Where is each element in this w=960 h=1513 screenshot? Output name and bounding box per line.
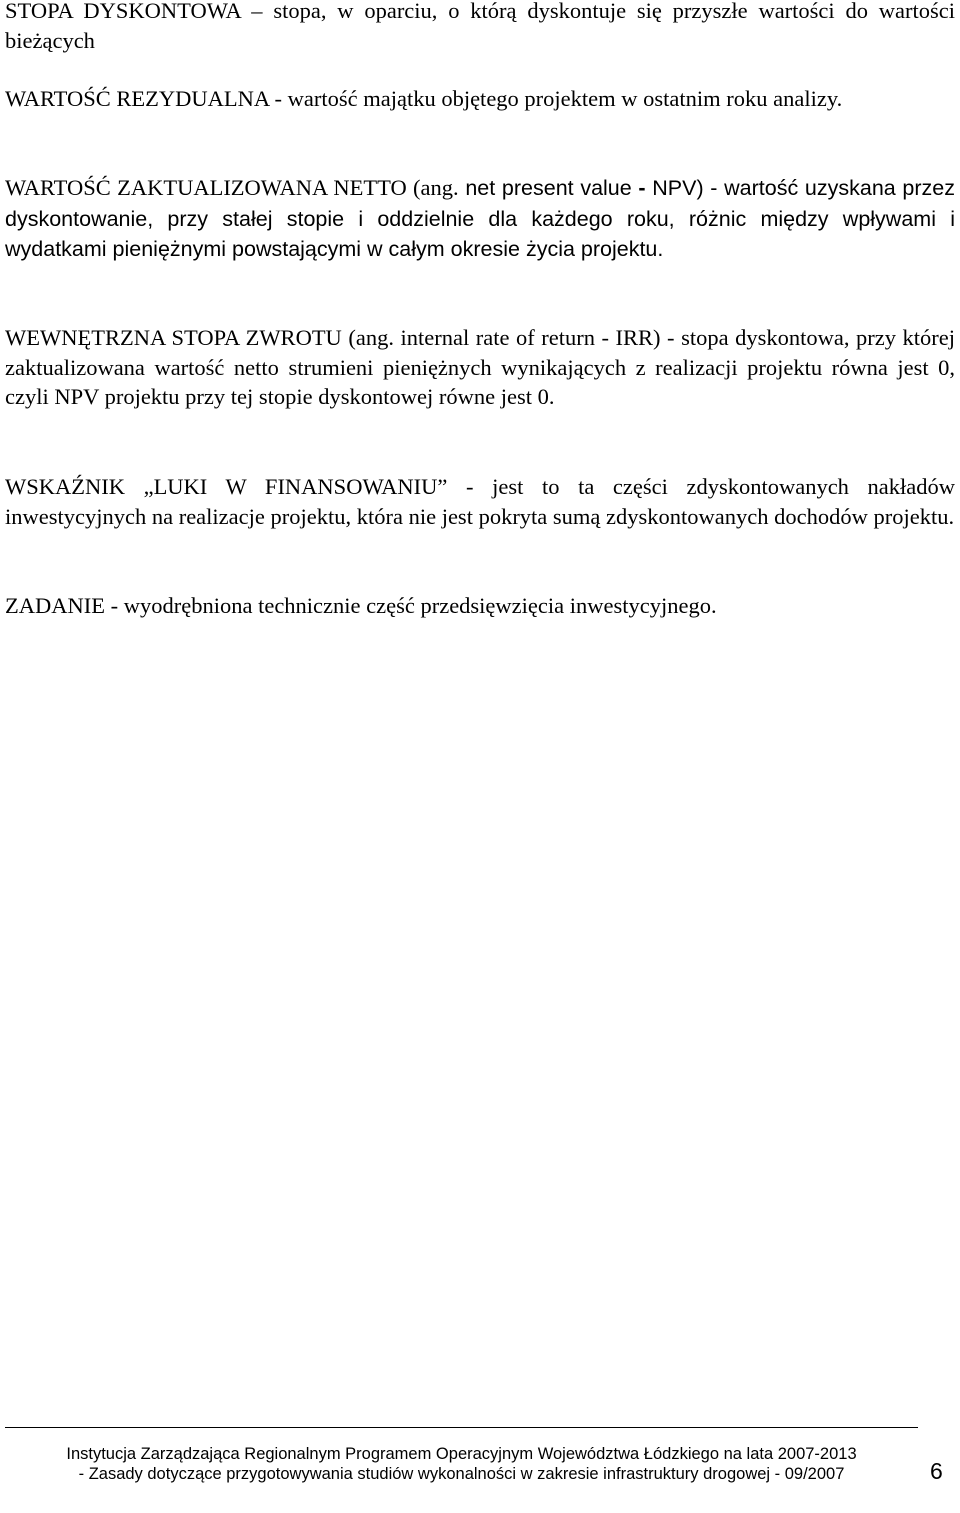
- footer-divider: [5, 1427, 918, 1428]
- definition-text: wyodrębniona technicznie część przedsięwzięcia inwestycyjnego.: [123, 593, 717, 618]
- definition-stopa-dyskontowa: [5, 0, 955, 55]
- separator: -: [447, 474, 493, 499]
- definition-text: stopa, w oparciu, o którą dyskontuje się przyszłe wartości do wartości bieżących: [5, 0, 956, 53]
- dash: -: [638, 176, 646, 200]
- term-stopa-dyskontowa: STOPA DYSKONTOWA: [5, 0, 241, 23]
- definition-text-continued: NPV) - wartość uzyskana przez dyskontowanie, przy stałej stopie i oddzielnie dla każdego roku, różnic między wpływami i wydatkami pieniężnymi powstającymi w całym okresie życia projektu.: [5, 176, 955, 262]
- page-number: 6: [930, 1458, 943, 1484]
- definition-text: net present value: [458, 176, 639, 200]
- term-wartosc-rezydualna: WARTOŚĆ REZYDUALNA: [5, 86, 269, 111]
- paren-open: (ang.: [341, 325, 394, 350]
- paren-open: (ang.: [406, 175, 459, 200]
- separator: -: [104, 593, 124, 618]
- term-npv: WARTOŚĆ ZAKTUALIZOWANA NETTO: [5, 175, 407, 200]
- term-luka-w-finansowaniu: WSKAŹNIK „LUKI W FINANSOWANIU”: [5, 474, 448, 499]
- definition-text: internal rate of return - IRR) - stopa dyskontowa, przy której zaktualizowana wartość netto strumieni pieniężnych wynikających z realizacji projektu równa jest 0, czyli NPV projektu przy tej stopie dyskontowej równe jest 0.: [5, 325, 955, 410]
- page-footer: [5, 1444, 918, 1484]
- definition-zadanie: [5, 591, 955, 621]
- definition-irr: [5, 323, 955, 412]
- definition-npv: [5, 173, 955, 265]
- term-zadanie: ZADANIE: [5, 593, 105, 618]
- definition-text: jest to ta części zdyskontowanych nakładów inwestycyjnych na realizacje projektu, która nie jest pokryta sumą zdyskontowanych dochodów projektu.: [5, 474, 956, 529]
- definition-text: wartość majątku objętego projektem w ostatnim roku analizy.: [287, 86, 843, 111]
- separator: –: [240, 0, 274, 23]
- footer-line-document: - Zasady dotyczące przygotowywania studiów wykonalności w zakresie infrastruktury drogowej - 09/2007: [78, 1465, 845, 1483]
- footer-line-institution: Instytucja Zarządzająca Regionalnym Programem Operacyjnym Województwa Łódzkiego na lata 2007-2013: [66, 1445, 857, 1463]
- definition-wartosc-rezydualna: [5, 84, 955, 114]
- term-irr: WEWNĘTRZNA STOPA ZWROTU: [5, 325, 342, 350]
- separator: -: [268, 86, 288, 111]
- definition-luka-w-finansowaniu: [5, 472, 955, 531]
